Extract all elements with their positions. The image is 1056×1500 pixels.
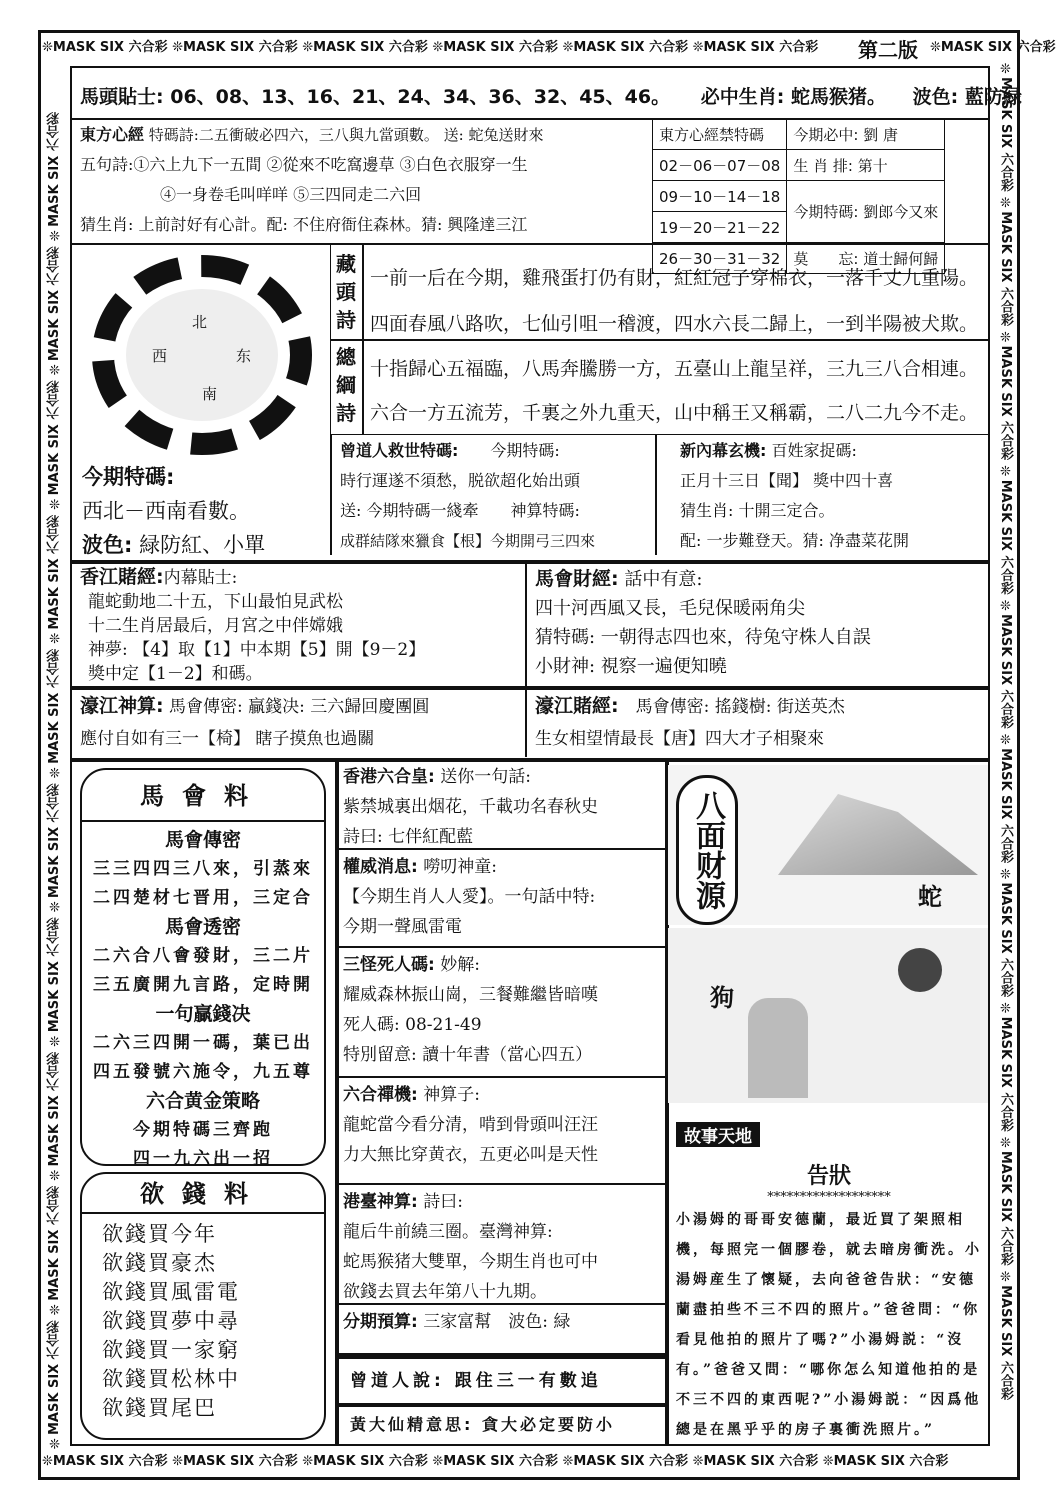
middle-section-title: 六合禪機: [343,1085,418,1105]
middle-section-sub: 送你一句話: [440,767,531,787]
middle-section-title: 權威消息: [343,857,418,877]
mahui-liao-list [82,822,324,1174]
snake-label: 蛇 [918,883,942,911]
info-value: 劉 唐 [863,125,898,144]
mahui-cai-sub: 話中有意: [624,569,703,590]
middle-section-title: 分期預算: [343,1312,418,1332]
xiangjiang-line: 十二生肖居最后，月宮之中伴嫦娥 [88,616,343,636]
middle-column [337,760,665,1355]
xinnei-sub: 百姓家捉碼: [771,441,857,460]
compass-icon [92,255,312,455]
border-pattern: ❊MASK SIX 六合彩 ❊MASK SIX 六合彩 ❊MASK SIX 六合彩 ❊MASK SIX 六合彩 ❊MASK SIX 六合彩 ❊MASK SIX 六合彩 ❊MASK SIX 六合彩 [42,1454,949,1469]
haojiang-du-sub: 馬會傳密: 搖錢樹: 街送英杰 [635,697,845,717]
story-section-label: 故事天地 [676,1122,760,1147]
yuqian-line: 欲錢買夢中尋 [102,1309,240,1333]
middle-line: 龍蛇當今看分清，啃到骨頭叫汪汪 [343,1115,598,1135]
middle-section-sub: 神算子: [423,1085,480,1105]
xinnei-line: 正月十三日【聞】 獎中四十喜 [680,471,894,490]
mahui-cai-title: 馬會財經: [535,568,619,590]
yuqian-liao-list [82,1214,324,1423]
xiangjiang-title: 香江賭經: [80,566,164,588]
bottom-border-strip [42,1450,1018,1474]
divider [362,245,364,435]
edition-label: 第二版 [858,38,918,62]
story-text: 小湯姆的哥哥安德蘭，最近買了架照相機，每照完一個膠卷，就去暗房衝洗。小湯姆産生了懷疑，去向爸爸告狀：“安德蘭盡拍些不三不四的照片。”爸爸問：“你看見他拍的照片了嗎?”小湯姆説：“沒有。”爸爸又問：“哪你怎么知道他拍的是不三不四的東西呢?”小湯姆説：“因爲他總是在黑乎乎的房子裏衝洗照片。” [676,1212,982,1438]
xiangjiang-line: 神夢: 【4】取【1】中本期【5】開【9－2】 [88,640,426,660]
middle-line: 耀威森林振山崗，三餐難繼皆暗嘆 [343,985,598,1005]
info-label: 生 肖 排: [793,156,853,175]
color-label: 波色: [912,86,959,108]
mahui-line: 四五發號六施令，九五尊 [93,1062,313,1082]
left-border-strip [42,62,68,1450]
forbidden-row: 26－30－31－32 [653,243,787,274]
mahui-line: 二六合八會發財，三二片 [93,946,313,966]
border-pattern: ❊MASK SIX 六合彩 ❊MASK SIX 六合彩 ❊MASK SIX 六合彩 ❊MASK SIX 六合彩 ❊MASK SIX 六合彩 ❊MASK SIX 六合彩 ❊MASK SIX 六合彩 ❊MASK SIX 六合彩 ❊MASK SIX 六合彩 ❊MASK SIX 六合彩 [47,112,62,1450]
mahui-cai-line: 四十河西風又長，毛兒保暖兩角尖 [535,598,805,619]
mahui-cai-line: 猜特碼: 一朝得志四也來，待兔守株人自誤 [535,627,871,648]
five-poem-2: ④一身卷毛叫咩咩 ⑤三四同走二六回 [160,185,422,204]
poem-line: 四面春風八路吹，七仙引咀一稽渡，四水六長二歸上，一到半陽被犬欺。 [370,313,979,335]
zeng-section [340,436,652,556]
zodiac-value: 蛇馬猴猪。 [790,86,886,108]
middle-line: 特別留意: 讀十年書（當心四五） [343,1045,593,1065]
middle-section [337,1078,665,1185]
border-pattern: ❊MASK SIX 六合彩 ❊MASK SIX 六合彩 ❊MASK SIX 六合彩 ❊MASK SIX 六合彩 ❊MASK SIX 六合彩 ❊MASK SIX 六合彩 [42,40,819,55]
forbidden-row: 09－10－14－18 [653,181,787,212]
info-label: 今期必中: [793,125,859,144]
compass-west: 西 [152,347,168,365]
tips-label: 馬頭貼士: [80,86,164,108]
info-value: 道士歸何歸 [863,249,939,268]
compass-north: 北 [192,313,208,331]
divider [330,435,332,555]
divider [70,560,990,564]
haojiang-shen-section [80,690,520,755]
middle-line: 欲錢去買去年第八十九期。 [343,1282,547,1302]
middle-section-sub: 妙解: [440,955,480,975]
zonggang-lines [370,347,978,435]
guess-text: 猜生肖: 上前討好有心計。配: 不住府衙住森林。猜: 興隆達三江 [80,215,528,234]
yuqian-line: 欲錢買一家窮 [102,1338,240,1362]
info-label: 今期特碼: [793,203,859,221]
middle-section-title: 香港六合皇: [343,767,435,787]
poem-text: 二五衝破必四六，三八與九當頭數。 [198,126,439,144]
yuqian-line: 欲錢買豪杰 [102,1251,217,1275]
zeng-line: 成群結隊來獵食【根】今期開弓三四來 [340,532,596,550]
middle-section [337,1305,665,1355]
right-border-strip [992,62,1018,1450]
figure-drawing [748,998,808,1098]
story-title: 告狀 [806,1164,851,1189]
xinnei-title: 新內幕玄機: [680,441,767,460]
send-text: 送: 蛇兔送財來 [443,126,544,144]
info-label: 莫 忘: [793,249,859,268]
mahui-liao-box [80,768,326,1169]
middle-line: 今期一聲風雷電 [343,917,462,937]
middle-section-title: 港臺神算: [343,1192,418,1212]
haojiang-du-section [535,690,985,755]
forbidden-row: 02－06－07－08 [653,150,787,181]
middle-line: 【今期生肖人人愛】。一句話中特: [343,887,596,907]
zeng-title: 曾道人救世特碼: [340,441,459,460]
zeng-line: 時行運遂不須愁，脱欲超化始出頭 [340,471,581,490]
middle-section-sub: 詩曰: [423,1192,463,1212]
mahui-cai-section [535,565,985,681]
xiangjiang-sub: 内幕貼士: [163,568,238,588]
info-value: 劉郎今又來 [863,203,939,221]
huang-daxian: 黃大仙精意思: 貪大必定要防小 [350,1415,615,1434]
haojiang-du-title: 濠江賭經: [535,695,619,717]
story-section [676,1122,982,1445]
haojiang-shen-title: 濠江神算: [80,695,164,717]
poem-line: 六合一方五流芳，千裏之外九重天，山中稱王又稱霸，二八二九今不走。 [370,402,979,424]
yuqian-line: 欲錢買風雷電 [102,1280,240,1304]
today-color-label: 波色: [82,533,133,557]
yuqian-line: 欲錢買今年 [102,1222,217,1246]
zeng-says: 曾道人說: 跟住三一有數追 [350,1371,602,1391]
info-value: 第十 [857,156,888,175]
haojiang-shen-sub: 馬會傳密: 贏錢决: 三六歸回慶團圓 [169,697,430,717]
middle-section [337,850,665,948]
five-poem-1: ①六上九下一五間 ②從來不吃窩邊草 ③白色衣服穿一生 [133,155,528,174]
forbidden-row: 19－20－21－22 [653,212,787,243]
bamian-caiyuan-sign: 八面财源 [676,775,738,925]
compass-south: 南 [202,385,218,403]
dog-illustration [668,928,988,1103]
middle-section-sub: 三家富幫 波色: 緑 [423,1312,571,1332]
mahui-subheading: 馬會傳密 [164,829,241,851]
zodiac-label: 必中生肖: [700,86,785,108]
top-border-strip-end [930,36,1056,60]
today-special-title: 今期特碼: [82,465,175,489]
divider [525,562,527,757]
yuqian-line: 欲錢買松林中 [102,1367,240,1391]
cangtou-title: 藏頭詩 [336,252,356,332]
border-pattern: ❊MASK SIX 六合彩 ❊MASK SIX 六合彩 ❊MASK SIX 六合彩 ❊MASK SIX 六合彩 ❊MASK SIX 六合彩 ❊MASK SIX 六合彩 ❊MASK SIX 六合彩 ❊MASK SIX 六合彩 ❊MASK SIX 六合彩 ❊MASK SIX 六合彩 [998,62,1013,1400]
zeng-line: 神算特碼: [510,501,580,520]
cangtou-lines [370,255,978,347]
five-label: 五句詩: [80,155,134,174]
mahui-subheading: 一句贏錢决 [155,1003,251,1025]
xiangjiang-section [80,565,520,686]
mahui-line: 四一九六出一招 [133,1149,273,1169]
poem-line: 十指歸心五福臨，八馬奔騰勝一方，五臺山上龍呈祥，三九三八合相連。 [370,358,979,380]
mahui-line: 今期特碼三齊跑 [133,1120,273,1140]
today-color-value: 緑防紅、小單 [139,533,266,557]
dongfang-section [80,120,650,240]
poem-line: 一前一后在今期，雞飛蛋打仍有財，紅紅冠子穿棉衣，一落千丈九重陽。 [370,267,979,289]
mahui-line: 二四楚材七晋用，三定合 [93,888,313,908]
yuqian-line: 欲錢買尾巴 [102,1396,217,1420]
forbidden-title: 東方心經禁特碼 [653,119,787,150]
xinnei-line: 猜生肖: 十開三定合。 [680,501,835,520]
middle-line: 詩曰: 七伴紅配藍 [343,827,474,847]
middle-section-sub: 嘮叨神童: [423,857,497,877]
middle-line: 龍后牛前繞三圈。臺灣神算: [343,1222,553,1242]
border-pattern: ❊MASK SIX 六合彩 [930,40,1056,55]
mahui-line: 二六三四開一碼，葉已出 [93,1033,313,1053]
xinnei-section [680,436,980,556]
zeng-line: 送: 今期特碼一綫牽 [340,501,479,520]
xinnei-line: 配: 一步難登天。猜: 净盡菜花開 [680,531,909,550]
tips-numbers: 06、08、13、16、21、24、34、36、32、45、46。 [170,86,671,108]
middle-section-title: 三怪死人碼: [343,955,435,975]
mahui-cai-line: 小財神: 視察一遍便知曉 [535,656,727,677]
middle-line: 力大無比穿黄衣，五更必叫是天性 [343,1145,598,1165]
yuqian-liao-title: 欲錢料 [82,1174,324,1214]
divider [335,1403,665,1407]
dog-label: 狗 [710,984,734,1012]
header-row [80,82,1022,109]
divider [655,435,657,555]
haojiang-du-line: 生女相望情最長【唐】四大才子相聚來 [535,729,824,749]
middle-section [337,1185,665,1305]
middle-section [337,760,665,850]
mahui-line: 三五廣開九言路，定時開 [93,975,313,995]
xiangjiang-line: 獎中定【1－2】和碼。 [88,664,263,684]
divider [335,1355,665,1359]
zeng-sub: 今期特碼: [490,441,560,460]
dongfang-title: 東方心經 [80,125,145,144]
sun-drawing [898,948,942,992]
color-value: 藍防緑 [964,86,1022,108]
snake-illustration [668,765,988,925]
yuqian-liao-box [80,1172,326,1440]
story-stars: ******************* [767,1190,891,1205]
middle-section [337,948,665,1078]
mahui-line: 三三四四三八來，引蒸來 [93,859,313,879]
compass-east: 东 [236,347,252,365]
today-special-text: 西北－西南看數。 [82,499,250,523]
middle-line: 蛇馬猴猪大雙單，今期生肖也可中 [343,1252,598,1272]
mahui-subheading: 六合黄金策略 [145,1090,260,1112]
middle-line: 紫禁城裏出烟花，千載功名春秋史 [343,797,598,817]
mountain-drawing [778,785,978,875]
compass-face [126,289,278,421]
haojiang-shen-line: 應付自如有三一【椅】 瞎子摸魚也過關 [80,729,375,749]
top-border-strip [42,36,842,60]
xiangjiang-line: 龍蛇動地二十五，下山最怕見武松 [88,592,343,612]
zonggang-title: 總綱詩 [336,345,356,425]
today-special [82,460,327,562]
mahui-subheading: 馬會透密 [164,916,241,938]
poem-label: 特碼詩: [148,126,199,144]
middle-line: 死人碼: 08-21-49 [343,1015,482,1035]
mahui-liao-title: 馬會料 [82,770,324,822]
